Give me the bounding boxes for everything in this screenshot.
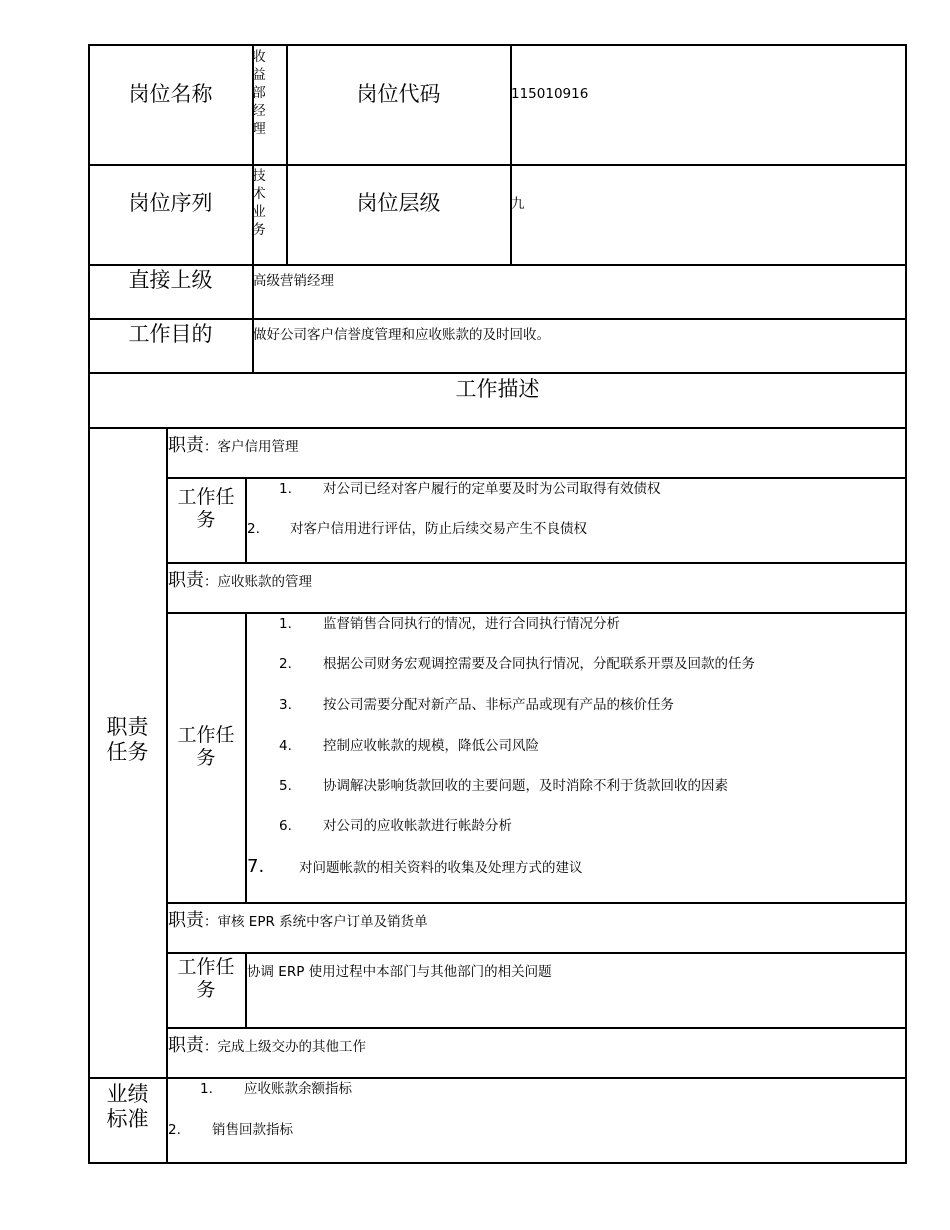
task-label: 工作任 务 (177, 956, 235, 1001)
description-title: 工作描述 (455, 377, 540, 401)
post-code-value: 115010916 (511, 86, 589, 102)
rule (88, 44, 907, 46)
rule (166, 952, 907, 954)
rule (88, 264, 907, 266)
post-level-label: 岗位层级 (356, 191, 441, 215)
duty-title: 职责：应收账款的管理 (168, 570, 312, 591)
post-name-label: 岗位名称 (128, 82, 213, 106)
rule (166, 612, 907, 614)
task-item: 3. 按公司需要分配对新产品、非标产品或现有产品的核价任务 (279, 697, 674, 713)
rule (166, 1027, 907, 1029)
rule (166, 477, 907, 479)
duty-title: 职责：客户信用管理 (168, 435, 299, 456)
superior-value: 高级营销经理 (253, 273, 334, 289)
purpose-label: 工作目的 (128, 322, 213, 346)
performance-item: 1. 应收账款余额指标 (200, 1081, 352, 1097)
rule (88, 1162, 907, 1164)
rule (245, 477, 247, 563)
rule (166, 562, 907, 564)
task-item: 1. 对公司已经对客户履行的定单要及时为公司取得有效债权 (279, 481, 661, 497)
performance-item: 2. 销售回款指标 (168, 1122, 293, 1138)
task-item: 5. 协调解决影响货款回收的主要问题，及时消除不利于货款回收的因素 (279, 778, 728, 794)
task-label: 工作任 务 (177, 486, 235, 531)
task-item: 1. 监督销售合同执行的情况，进行合同执行情况分析 (279, 616, 620, 632)
post-name-value: 收 益 部 经 理 (252, 49, 266, 137)
rule (166, 902, 907, 904)
post-code-label: 岗位代码 (356, 82, 441, 106)
rule (88, 372, 907, 374)
rule (88, 427, 907, 429)
rule (905, 44, 907, 1163)
post-level-value: 九 (511, 196, 525, 212)
post-series-value: 技 术 业 务 (252, 168, 266, 238)
rule (510, 44, 512, 265)
task-item: 4. 控制应收帐款的规模，降低公司风险 (279, 738, 539, 754)
superior-label: 直接上级 (128, 268, 213, 292)
duty-title: 职责：审核 EPR 系统中客户订单及销货单 (168, 910, 428, 931)
task-label: 工作任 务 (177, 724, 235, 769)
rule (88, 164, 907, 166)
task-item: 协调 ERP 使用过程中本部门与其他部门的相关问题 (247, 964, 552, 980)
task-item: 7. 对问题帐款的相关资料的收集及处理方式的建议 (247, 856, 583, 877)
rule (88, 318, 907, 320)
task-item: 2. 对客户信用进行评估，防止后续交易产生不良债权 (247, 521, 587, 537)
purpose-value: 做好公司客户信誉度管理和应收账款的及时回收。 (253, 327, 550, 343)
duty-title: 职责：完成上级交办的其他工作 (168, 1035, 366, 1056)
performance-label: 业绩 标准 (106, 1082, 149, 1132)
task-item: 6. 对公司的应收帐款进行帐龄分析 (279, 818, 512, 834)
rule (88, 1077, 907, 1079)
task-item: 2. 根据公司财务宏观调控需要及合同执行情况，分配联系开票及回款的任务 (279, 656, 755, 672)
rule (286, 44, 288, 265)
post-series-label: 岗位序列 (128, 191, 213, 215)
duties-label: 职责 任务 (106, 715, 149, 765)
